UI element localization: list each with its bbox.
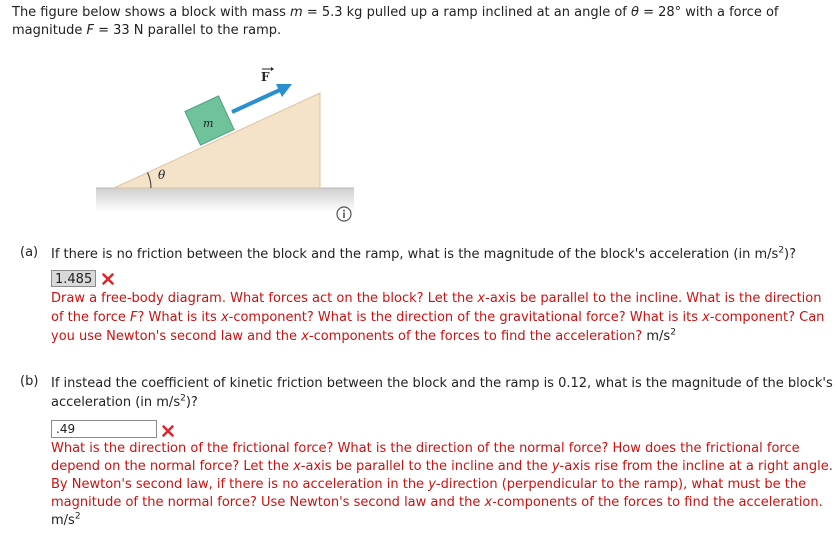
force-arrow-shaft (232, 89, 282, 112)
part-b-label: (b) (20, 374, 39, 389)
force-label: F (261, 70, 270, 84)
part-b-unit: $m/s^2$ (51, 511, 81, 528)
ramp-diagram (94, 62, 364, 227)
x-mark-icon (101, 272, 115, 286)
part-b-question: If instead the coefficient of kinetic friction between the block and the ramp is 0.12, what is the magnitude of the block's acceleration (in $m/s^2$)? (51, 376, 833, 410)
intro-text-3: = 28° with a force of magnitude (12, 5, 779, 38)
part-a-question: If there is no friction between the block and the ramp, what is the magnitude of the block's acceleration (in $m/s^2$)? (51, 245, 797, 262)
part-b-feedback: What is the direction of the frictional force? What is the direction of the normal force? How does the frictional force depend on the normal force? Let the x-axis be parallel to the incline and the y-axis rise from the incline at a right angle. By Newton's second law, if there is no acceleration in the y-direction (perpendicular to the ramp), what must be the magnitude of the normal force? Use Newton's second law and the x-components of the forces to find the acceleration. $m/s^2$ (51, 441, 833, 528)
part-a-feedback: Draw a free-body diagram. What forces act on the block? Let the x-axis be parallel to the incline. What is the direction of the force F? What is its x-component? What is the direction of the gravitational force? What is its x-component? Can you use Newton's second law and the x-components of the forces to find the acceleration? $m/s^2$ (51, 291, 825, 344)
part-a-answer[interactable]: 1.485 (51, 270, 96, 287)
block-label: m (203, 117, 214, 130)
angle-variable: θ (630, 5, 639, 20)
part-a-unit: $m/s^2$ (642, 327, 676, 344)
ground (96, 188, 354, 212)
mass-variable: m (290, 5, 303, 20)
angle-label: θ (158, 168, 166, 182)
ramp-figure (94, 62, 364, 227)
info-icon[interactable] (336, 206, 352, 222)
part-a-label: (a) (20, 245, 39, 260)
intro-text-4: = 33 N parallel to the ramp. (93, 23, 282, 38)
force-variable: F (86, 23, 94, 38)
problem-statement (12, 4, 827, 40)
intro-text-2: = 5.3 kg pulled up a ramp inclined at an angle of (302, 5, 631, 20)
intro-text-1: The figure below shows a block with mass (12, 5, 291, 20)
x-mark-icon (161, 424, 175, 438)
part-b-answer-input[interactable]: .49 (51, 420, 157, 438)
